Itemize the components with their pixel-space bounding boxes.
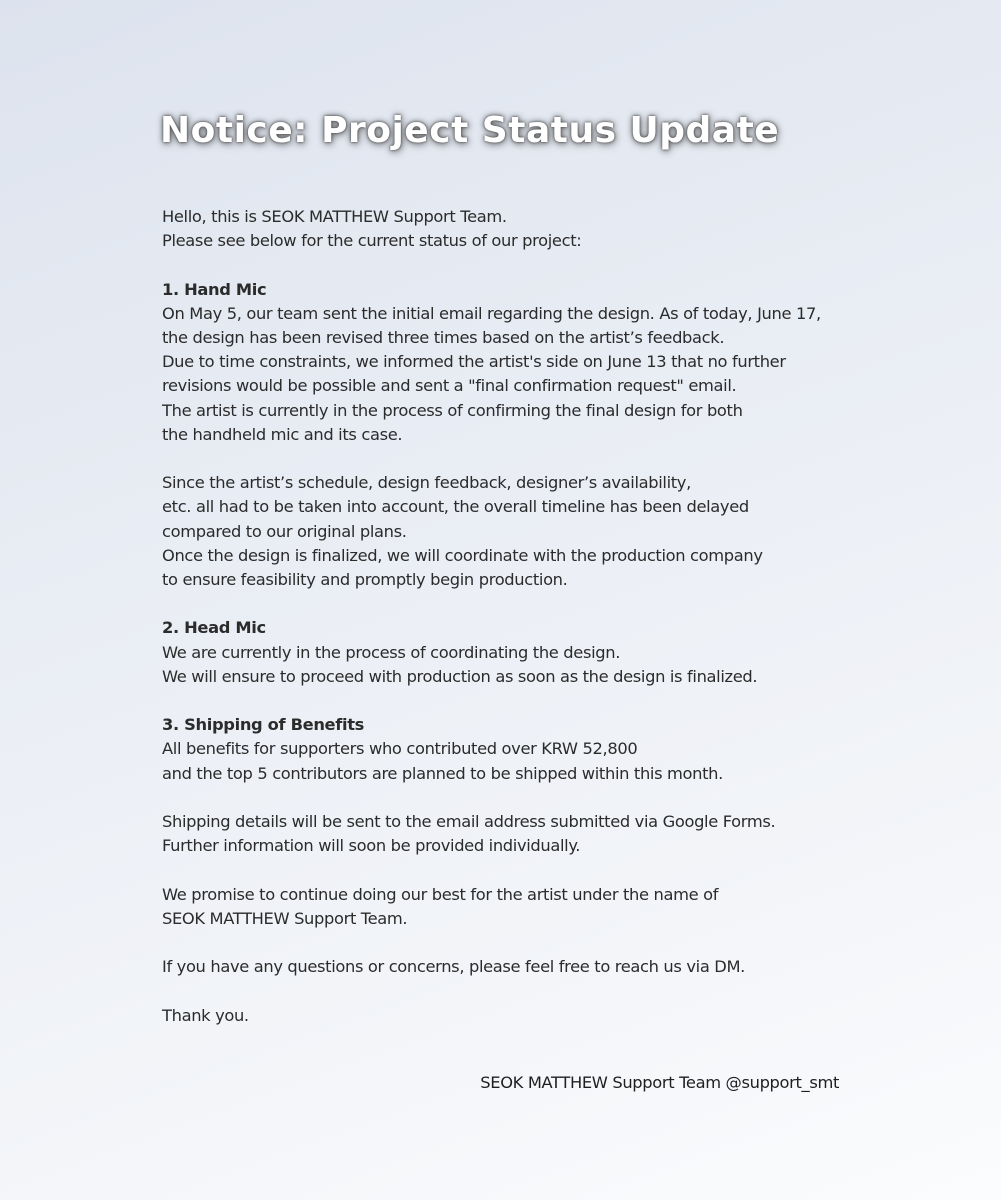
section-heading-hand-mic: 1. Hand Mic (162, 279, 267, 299)
body-line: Further information will soon be provided individually. (162, 836, 581, 856)
notice-title: Notice: Project Status Update (160, 110, 780, 151)
body-line: etc. all had to be taken into account, the overall timeline has been delayed (162, 497, 749, 517)
body-line: the handheld mic and its case. (162, 424, 403, 444)
body-line: All benefits for supporters who contributed over KRW 52,800 (162, 739, 638, 759)
section-heading-shipping-of-benefits: 3. Shipping of Benefits (162, 715, 364, 735)
body-line: On May 5, our team sent the initial email regarding the design. As of today, June 17, (162, 303, 821, 323)
paragraph-gap (162, 592, 862, 616)
body-line: Shipping details will be sent to the email address submitted via Google Forms. (162, 812, 776, 831)
body-line: compared to our original plans. (162, 521, 407, 541)
body-line: to ensure feasibility and promptly begin production. (162, 570, 568, 590)
paragraph-gap (162, 931, 862, 955)
closing-line: Thank you. (162, 1005, 249, 1025)
body-line: Once the design is finalized, we will coordinate with the production company (162, 545, 763, 565)
body-line: We will ensure to proceed with production as soon as the design is finalized. (162, 666, 758, 686)
intro-line: Hello, this is SEOK MATTHEW Support Team. (162, 207, 507, 226)
body-line: and the top 5 contributors are planned to be shipped within this month. (162, 763, 723, 783)
section-heading-head-mic: 2. Head Mic (162, 618, 266, 638)
paragraph-gap (162, 979, 862, 1003)
closing-line: We promise to continue doing our best for the artist under the name of (162, 884, 719, 904)
body-line: The artist is currently in the process of confirming the final design for both (162, 400, 743, 420)
paragraph-gap (162, 858, 862, 882)
paragraph-gap (162, 253, 862, 277)
paragraph-gap (162, 447, 862, 471)
body-line: Due to time constraints, we informed the artist's side on June 13 that no further (162, 352, 786, 372)
body-line: We are currently in the process of coordinating the design. (162, 642, 621, 662)
body-line: revisions would be possible and sent a "final confirmation request" email. (162, 376, 737, 396)
signature: SEOK MATTHEW Support Team @support_smt (480, 1073, 839, 1092)
closing-line: If you have any questions or concerns, please feel free to reach us via DM. (162, 957, 745, 977)
body-line: the design has been revised three times based on the artist’s feedback. (162, 328, 725, 347)
closing-line: SEOK MATTHEW Support Team. (162, 908, 408, 928)
body-line: Since the artist’s schedule, design feedback, designer’s availability, (162, 473, 691, 493)
paragraph-gap (162, 689, 862, 713)
intro-line: Please see below for the current status of our project: (162, 231, 582, 251)
paragraph-gap (162, 786, 862, 810)
notice-body (162, 205, 862, 1028)
